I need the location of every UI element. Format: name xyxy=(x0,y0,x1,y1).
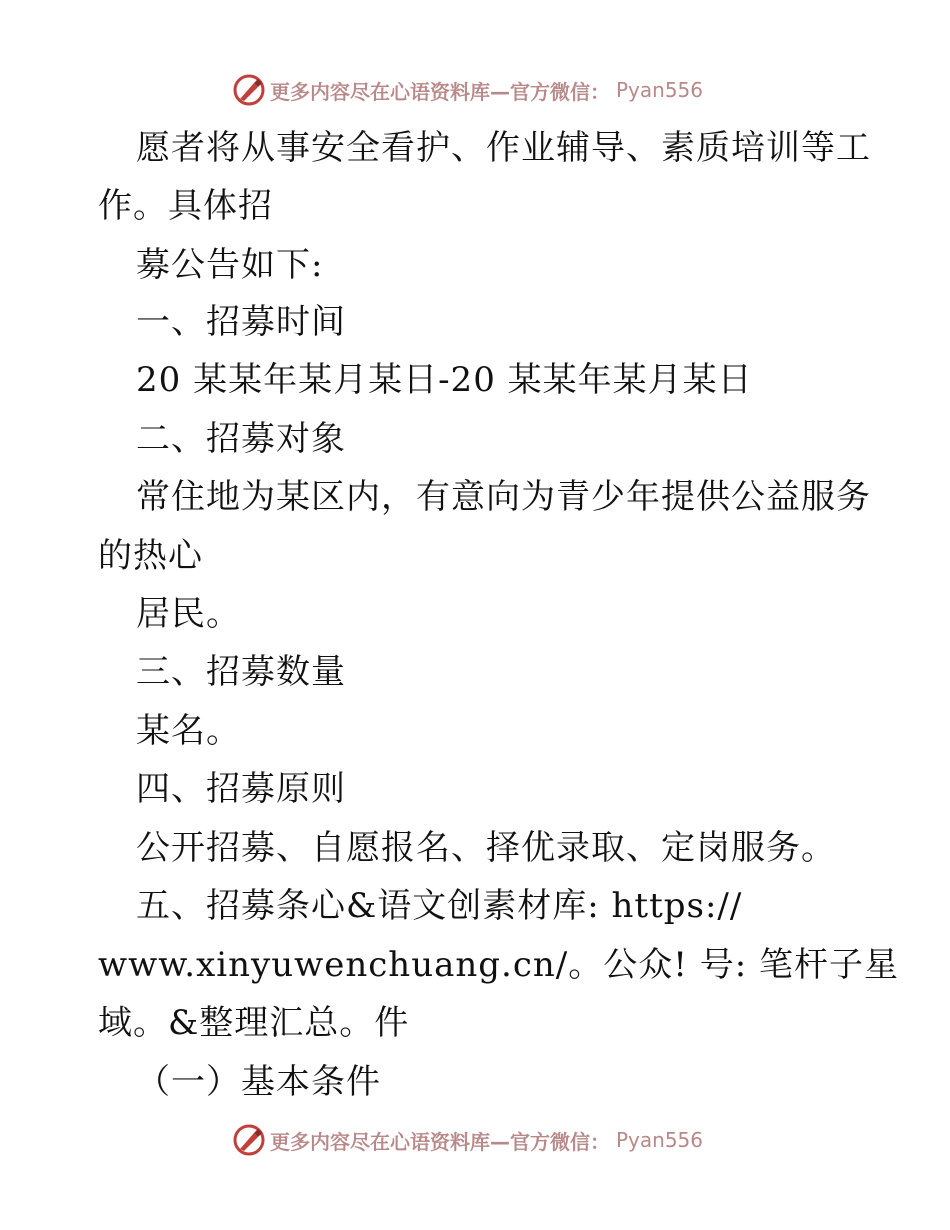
section-heading: 五、招募条心&语文创素材库: https:// xyxy=(136,886,743,926)
body-line: 愿者将从事安全看护、作业辅导、素质培训等工 xyxy=(136,128,871,168)
body-line: 居民。 xyxy=(136,594,241,634)
body-line: www.xinyuwenchuang.cn/。公众! 号: 笔杆子星 xyxy=(98,945,899,985)
body-line: 公开招募、自愿报名、择优录取、定岗服务。 xyxy=(136,828,836,868)
body-line: 常住地为某区内，有意向为青少年提供公益服务 xyxy=(136,477,871,517)
watermark-wechat-id: Pyan556 xyxy=(616,78,704,102)
section-heading: 三、招募数量 xyxy=(136,652,346,692)
body-line: 域。&整理汇总。件 xyxy=(98,1003,410,1043)
footer-watermark xyxy=(232,1120,703,1160)
body-line: 作。具体招 xyxy=(98,186,273,226)
section-heading: 二、招募对象 xyxy=(136,419,346,459)
body-line: 某名。 xyxy=(136,711,241,751)
section-heading: 四、招募原则 xyxy=(136,769,346,809)
subsection-heading: （一）基本条件 xyxy=(136,1062,381,1102)
pen-logo-icon xyxy=(232,1123,266,1157)
section-heading: 一、招募时间 xyxy=(136,302,346,342)
body-line: 的热心 xyxy=(98,536,203,576)
watermark-text: 更多内容尽在心语资料库—官方微信： xyxy=(270,79,610,104)
watermark-wechat-id: Pyan556 xyxy=(616,1128,704,1152)
watermark-text: 更多内容尽在心语资料库—官方微信： xyxy=(270,1129,610,1154)
body-line: 20 某某年某月某日-20 某某年某月某日 xyxy=(136,360,753,400)
body-line: 募公告如下: xyxy=(136,245,324,285)
